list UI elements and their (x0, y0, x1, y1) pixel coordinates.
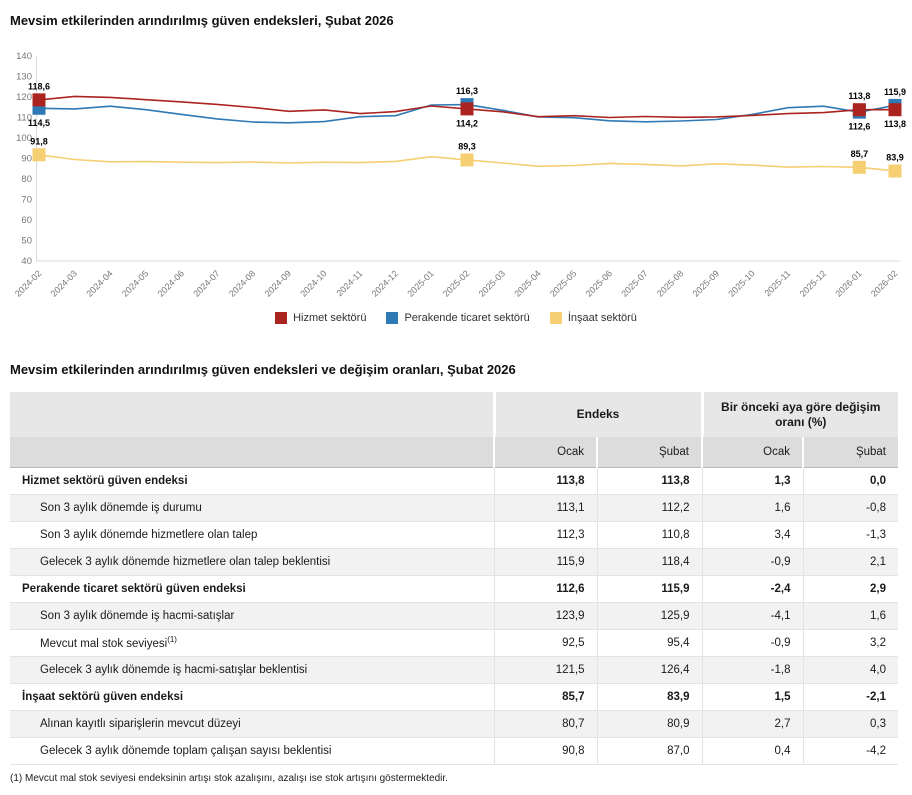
row-value: 118,4 (597, 548, 702, 575)
data-point-label: 113,8 (883, 119, 907, 130)
row-value: 3,2 (803, 629, 898, 656)
y-tick-label: 50 (21, 235, 32, 247)
row-value: 121,5 (494, 656, 597, 683)
x-tick-label: 2025-03 (476, 268, 508, 299)
row-label: Gelecek 3 aylık dönemde iş hacmi-satışlar beklentisi (10, 656, 494, 683)
data-point-label: 115,9 (883, 86, 907, 97)
row-value: 92,5 (494, 629, 597, 656)
row-value: 1,6 (702, 494, 803, 521)
row-value: 2,7 (702, 710, 803, 737)
x-tick-label: 2025-07 (619, 268, 650, 299)
x-tick-label: 2025-02 (440, 268, 472, 299)
table-subheader-row (10, 437, 898, 467)
table-group-header-row (10, 392, 898, 437)
row-value: 115,9 (597, 575, 702, 602)
confidence-index-line-chart (2, 40, 907, 308)
y-tick-label: 130 (16, 71, 32, 83)
row-value: 112,6 (494, 575, 597, 602)
row-value: 115,9 (494, 548, 597, 575)
row-value: 112,2 (597, 494, 702, 521)
table-row (10, 710, 898, 737)
y-tick-label: 90 (21, 153, 32, 165)
row-value: 123,9 (494, 602, 597, 629)
footnote-marker: (1) (167, 635, 177, 645)
x-tick-label: 2024-02 (12, 268, 44, 299)
legend-label: Perakende ticaret sektörü (404, 312, 530, 324)
table-corner-cell-2 (10, 437, 494, 467)
x-tick-label: 2024-09 (262, 268, 294, 299)
data-point-label: 113,8 (848, 91, 871, 102)
row-value: -4,2 (803, 737, 898, 764)
x-tick-label: 2024-06 (155, 268, 187, 299)
row-value: 1,3 (702, 467, 803, 494)
data-point-marker (461, 153, 474, 166)
table-row (10, 521, 898, 548)
data-point-marker (461, 102, 474, 115)
row-value: -0,9 (702, 629, 803, 656)
legend-item-perakende-ticaret-sekt-r-[interactable] (386, 312, 529, 324)
table-row (10, 575, 898, 602)
table-title: Mevsim etkilerinden arındırılmış güven endeksleri ve değişim oranları, Şubat 2026 (10, 362, 516, 377)
x-tick-label: 2024-08 (226, 268, 258, 299)
y-tick-label: 80 (21, 174, 32, 185)
x-tick-label: 2024-12 (369, 268, 401, 299)
col-group-degisim-orani: Bir önceki aya göre değişim oranı (%) (702, 392, 898, 437)
row-value: 125,9 (597, 602, 702, 629)
legend-item-i-n-aat-sekt-r-[interactable] (550, 312, 637, 324)
table-footnote: (1) Mevcut mal stok seviyesi endeksinin artışı stok azalışını, azalışı ise stok artışını göstermektedir. (10, 772, 448, 784)
x-tick-label: 2024-04 (84, 268, 115, 299)
x-tick-label: 2025-06 (583, 268, 615, 299)
row-value: 0,3 (803, 710, 898, 737)
data-point-marker (889, 165, 902, 178)
row-value: 2,9 (803, 575, 898, 602)
data-point-label: 83,9 (886, 152, 904, 163)
x-tick-label: 2025-12 (797, 268, 829, 299)
data-point-label: 85,7 (850, 148, 869, 159)
table-row (10, 467, 898, 494)
data-point-label: 118,6 (27, 81, 51, 92)
row-label: Alınan kayıtlı siparişlerin mevcut düzeyi (10, 710, 494, 737)
data-point-label: 91,8 (30, 136, 48, 147)
data-point-marker (33, 93, 46, 106)
data-point-label: 114,2 (455, 118, 479, 129)
row-value: 110,8 (597, 521, 702, 548)
data-point-label: 116,3 (455, 86, 479, 97)
table-corner-cell (10, 392, 494, 437)
row-label: Gelecek 3 aylık dönemde hizmetlere olan talep beklentisi (10, 548, 494, 575)
table-row (10, 629, 898, 656)
row-label: Gelecek 3 aylık dönemde toplam çalışan sayısı beklentisi (10, 737, 494, 764)
row-value: 90,8 (494, 737, 597, 764)
subheader-endeks-ocak: Ocak (494, 437, 597, 467)
row-label: Hizmet sektörü güven endeksi (10, 467, 494, 494)
row-value: -1,8 (702, 656, 803, 683)
y-tick-label: 110 (16, 112, 32, 124)
x-tick-label: 2024-07 (191, 268, 222, 299)
row-value: -2,4 (702, 575, 803, 602)
row-value: 1,5 (702, 683, 803, 710)
x-tick-label: 2024-03 (48, 268, 80, 299)
subheader-degisim-subat: Şubat (803, 437, 898, 467)
y-tick-label: 70 (21, 194, 32, 206)
table-row (10, 548, 898, 575)
row-value: 4,0 (803, 656, 898, 683)
data-point-label: 114,5 (27, 117, 51, 128)
row-value: -4,1 (702, 602, 803, 629)
row-label: İnşaat sektörü güven endeksi (10, 683, 494, 710)
legend-swatch-icon (550, 312, 562, 324)
x-tick-label: 2026-01 (833, 268, 864, 299)
table-row (10, 737, 898, 764)
row-value: -2,1 (803, 683, 898, 710)
row-value: 113,8 (597, 467, 702, 494)
row-value: 112,3 (494, 521, 597, 548)
data-point-marker (853, 161, 866, 174)
row-value: 95,4 (597, 629, 702, 656)
x-tick-label: 2024-10 (298, 268, 329, 299)
y-tick-label: 60 (21, 215, 32, 226)
row-value: 83,9 (597, 683, 702, 710)
row-value: 113,8 (494, 467, 597, 494)
data-point-label: 112,6 (848, 121, 871, 132)
x-tick-label: 2025-04 (512, 268, 543, 299)
data-point-marker (853, 103, 866, 116)
row-label: Perakende ticaret sektörü güven endeksi (10, 575, 494, 602)
y-tick-label: 120 (16, 92, 32, 103)
row-label: Mevcut mal stok seviyesi$^{(1)}$ (10, 629, 494, 656)
data-point-marker (889, 103, 902, 116)
row-label: Son 3 aylık dönemde iş hacmi-satışlar (10, 602, 494, 629)
y-tick-label: 40 (21, 256, 32, 267)
legend-swatch-icon (386, 312, 398, 324)
row-value: 87,0 (597, 737, 702, 764)
data-point-label: 89,3 (458, 141, 476, 152)
row-value: 0,0 (803, 467, 898, 494)
legend-label: İnşaat sektörü (567, 312, 637, 324)
row-label: Son 3 aylık dönemde hizmetlere olan talep (10, 521, 494, 548)
table-row (10, 656, 898, 683)
chart-title: Mevsim etkilerinden arındırılmış güven endeksleri, Şubat 2026 (10, 13, 394, 28)
subheader-degisim-ocak: Ocak (702, 437, 803, 467)
confidence-index-table (10, 392, 898, 765)
row-value: -1,3 (803, 521, 898, 548)
data-point-marker (33, 148, 46, 161)
row-value: 0,4 (702, 737, 803, 764)
row-value: 1,6 (803, 602, 898, 629)
table-row (10, 683, 898, 710)
table-row (10, 494, 898, 521)
x-tick-label: 2025-10 (726, 268, 757, 299)
y-tick-label: 140 (16, 51, 32, 62)
legend-label: Hizmet sektörü (293, 312, 367, 324)
row-value: 80,9 (597, 710, 702, 737)
row-value: 3,4 (702, 521, 803, 548)
row-label: Son 3 aylık dönemde iş durumu (10, 494, 494, 521)
col-group-endeks: Endeks (494, 392, 702, 437)
row-value: 126,4 (597, 656, 702, 683)
chart-legend (0, 310, 912, 326)
legend-item-hizmet-sekt-r-[interactable] (275, 312, 366, 324)
table-row (10, 602, 898, 629)
row-value: -0,9 (702, 548, 803, 575)
row-value: 2,1 (803, 548, 898, 575)
subheader-endeks-subat: Şubat (597, 437, 702, 467)
x-tick-label: 2025-11 (762, 268, 793, 299)
x-tick-label: 2026-02 (868, 268, 900, 299)
x-tick-label: 2024-05 (119, 268, 151, 299)
x-tick-label: 2025-09 (690, 268, 722, 299)
y-tick-label: 100 (16, 133, 32, 144)
row-value: 113,1 (494, 494, 597, 521)
legend-swatch-icon (275, 312, 287, 324)
x-tick-label: 2025-08 (654, 268, 686, 299)
row-value: 85,7 (494, 683, 597, 710)
x-tick-label: 2025-01 (405, 268, 436, 299)
row-value: 80,7 (494, 710, 597, 737)
x-tick-label: 2024-11 (334, 268, 365, 299)
row-value: -0,8 (803, 494, 898, 521)
x-tick-label: 2025-05 (547, 268, 579, 299)
